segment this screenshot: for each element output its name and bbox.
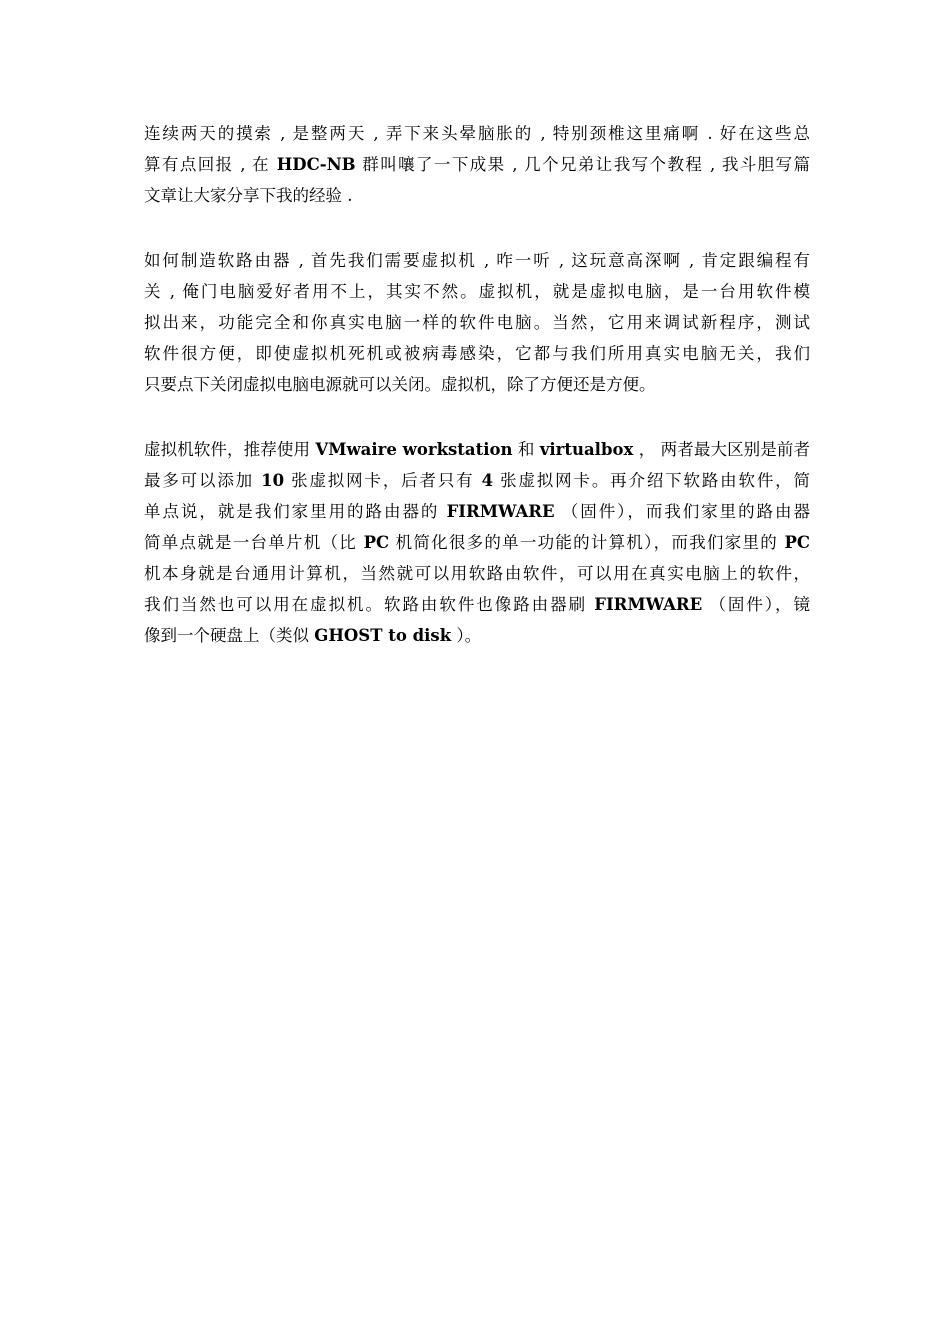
text-line [144,338,810,369]
text-run: 只要点下关闭虚拟电脑电源就可以关闭。虚拟机，除了方便还是方便。 [144,375,656,394]
text-run: 机简化很多的单一功能的计算机），而我们家里的 [389,533,785,552]
text-run: 最多可以添加 [144,471,262,490]
text-run: 简单点就是一台单片机（比 [144,533,364,552]
text-run: 虚拟机软件，推荐使用 [144,440,316,459]
bold-text-run: HDC-NB [276,155,356,174]
text-line [144,307,810,338]
text-run: （固件），而我们家里的路由器 [554,502,810,521]
text-run: ， 两者最大区别是前者 [633,440,810,459]
text-line [144,245,810,276]
text-run: 像到一个硬盘上（类似 [144,626,315,645]
bold-text-run: VMwaire workstation [315,440,513,459]
text-line [144,465,810,496]
text-run: 群叫嚷了一下成果 , 几个兄弟让我写个教程 , 我斗胆写篇 [355,155,810,174]
text-line [144,434,810,465]
document-page [144,118,810,685]
text-run: 单点说，就是我们家里用的路由器的 [144,502,447,521]
text-line [144,369,810,400]
bold-text-run: FIRMWARE [446,502,555,521]
paragraph [144,118,810,211]
text-run: 连续两天的摸索 , 是整两天 , 弄下来头晕脑胀的 , 特别颈椎这里痛啊 . 好在这些总 [144,124,810,143]
paragraph [144,245,810,400]
text-run: 软件很方便，即使虚拟机死机或被病毒感染，它都与我们所用真实电脑无关，我们 [144,344,810,363]
text-run: 机本身就是台通用计算机，当然就可以用软路由软件，可以用在真实电脑上的软件， [144,564,810,583]
text-run: 如何制造软路由器 , 首先我们需要虚拟机 , 咋一听 , 这玩意高深啊 , 肯定跟编程有 [144,251,810,270]
text-run: 拟出来，功能完全和你真实电脑一样的软件电脑。当然，它用来调试新程序，测试 [144,313,810,332]
bold-text-run: PC [363,533,390,552]
text-line [144,496,810,527]
text-run: 关 , 俺门电脑爱好者用不上，其实不然。虚拟机，就是虚拟电脑，是一台用软件模 [144,282,810,301]
text-line [144,118,810,149]
text-line [144,149,810,180]
text-run: 和 [512,440,540,459]
text-run: 文章让大家分享下我的经验 . [144,186,353,205]
bold-text-run: FIRMWARE [594,595,703,614]
text-run: ）。 [451,626,482,645]
bold-text-run: GHOST to disk [314,626,452,645]
text-line [144,180,810,211]
bold-text-run: 10 [261,471,285,490]
bold-text-run: virtualbox [539,440,634,459]
text-line [144,527,810,558]
bold-text-run: PC [784,533,810,552]
text-run: 张虚拟网卡，后者只有 [284,471,482,490]
text-line [144,589,810,620]
text-line [144,558,810,589]
text-run: 我们当然也可以用在虚拟机。软路由软件也像路由器刷 [144,595,595,614]
paragraph [144,434,810,651]
text-run: 张虚拟网卡。再介绍下软路由软件，简 [493,471,810,490]
text-line [144,620,810,651]
bold-text-run: 4 [481,471,494,490]
text-line [144,276,810,307]
text-run: （固件），镜 [702,595,810,614]
text-run: 算有点回报 , 在 [144,155,277,174]
